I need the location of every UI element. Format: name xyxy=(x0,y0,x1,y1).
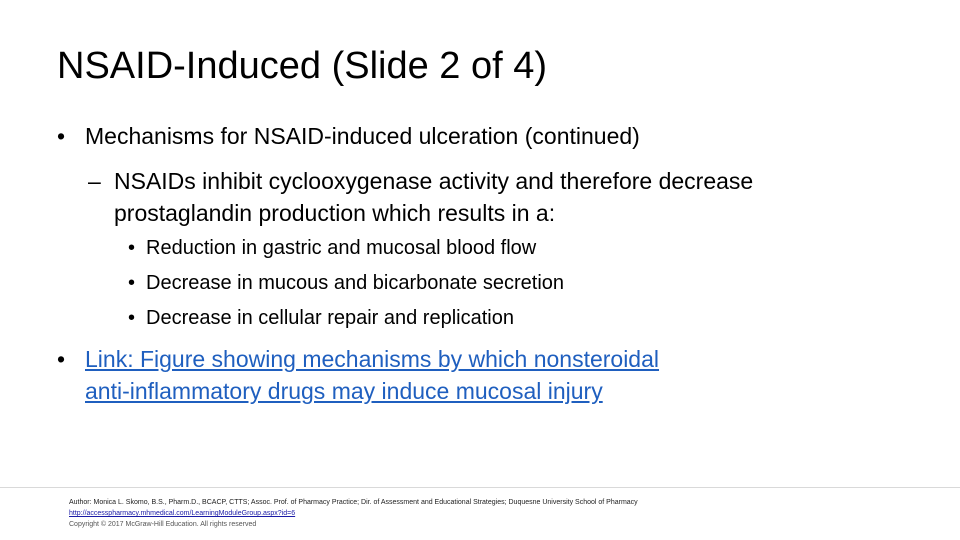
footer-url-link[interactable]: http://accesspharmacy.mhmedical.com/LearningModuleGroup.aspx?id=6 xyxy=(69,510,296,517)
bullet-marker: • xyxy=(57,346,66,372)
bullet-marker: • xyxy=(128,307,136,329)
sub-sub-bullet-text: Reduction in gastric and mucosal blood flow xyxy=(146,237,537,259)
bullet-marker: • xyxy=(57,123,66,149)
footer-author: Author: Monica L. Skomo, B.S., Pharm.D., BCACP, CTTS; Assoc. Prof. of Pharmacy Practice; Dir. of Assessment and Educational Strategies; Duquesne University School of Pharmacy xyxy=(69,499,638,506)
sub-sub-bullet-text: Decrease in mucous and bicarbonate secretion xyxy=(146,272,565,294)
bullet-marker: • xyxy=(128,237,136,259)
footer-divider xyxy=(0,487,960,488)
sub-sub-bullet-text: Decrease in cellular repair and replication xyxy=(146,307,514,329)
figure-link-line-2[interactable]: anti-inflammatory drugs may induce mucosal injury xyxy=(85,378,603,404)
dash-marker: – xyxy=(88,168,101,194)
slide-title: NSAID-Induced (Slide 2 of 4) xyxy=(57,45,548,87)
sub-bullet-line-1: NSAIDs inhibit cyclooxygenase activity and therefore decrease xyxy=(114,168,754,194)
footer-copyright: Copyright © 2017 McGraw-Hill Education. All rights reserved xyxy=(69,521,257,528)
footer xyxy=(69,497,638,530)
figure-link-line-1[interactable]: Link: Figure showing mechanisms by which nonsteroidal xyxy=(85,346,660,372)
bullet-marker: • xyxy=(128,272,136,294)
bullet-text: Mechanisms for NSAID-induced ulceration (continued) xyxy=(85,123,640,149)
sub-bullet-line-2: prostaglandin production which results in a: xyxy=(114,200,556,226)
